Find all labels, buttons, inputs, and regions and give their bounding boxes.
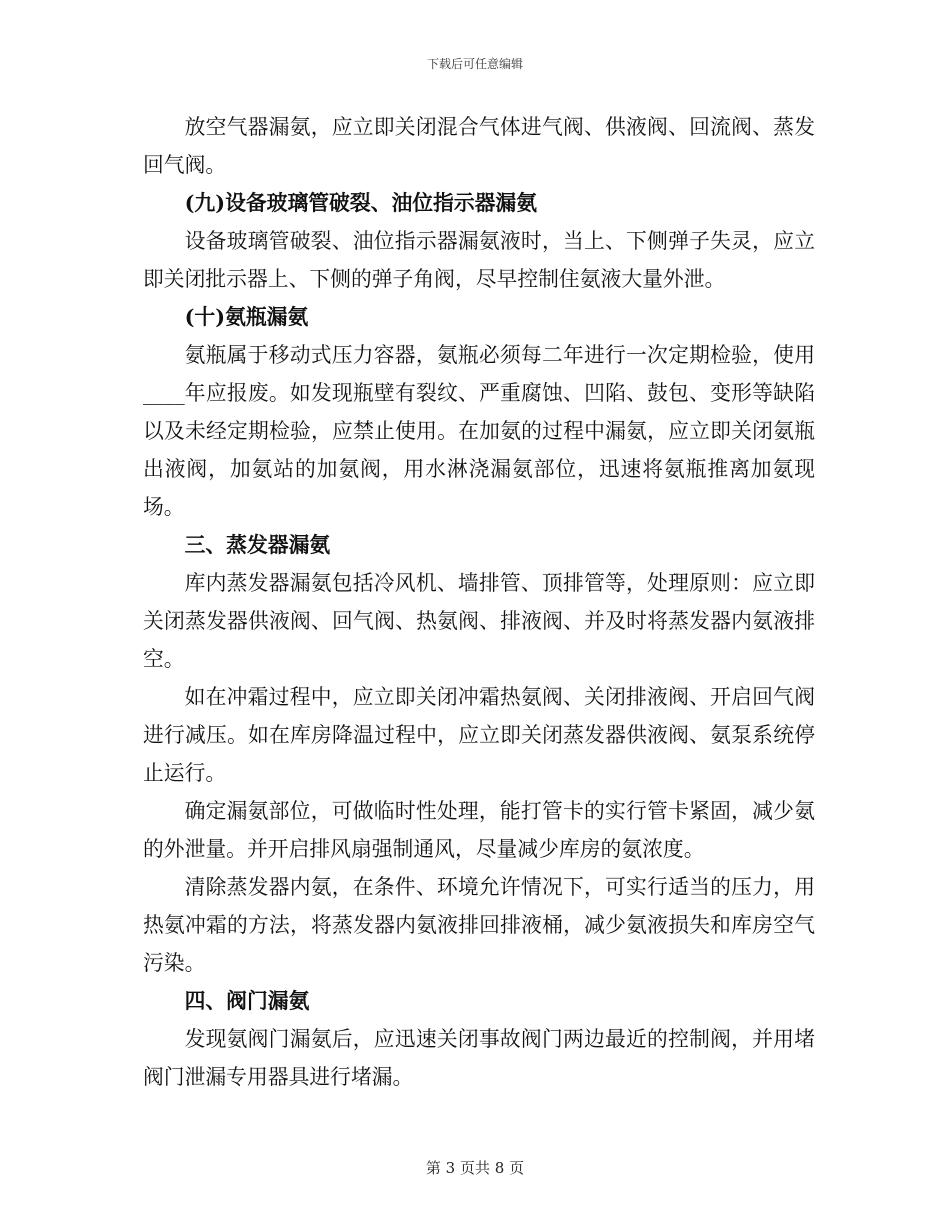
paragraph: 清除蒸发器内氨，在条件、环境允许情况下，可实行适当的压力，用热氨冲霜的方法，将蒸发器内氨液排回排液桶，减少氨液损失和库房空气污染。 (143, 875, 815, 975)
section-heading: 四、阀门漏氨 (184, 988, 310, 1013)
page-header: 下载后可任意编辑 (426, 57, 523, 71)
paragraph: 发现氨阀门漏氨后，应迅速关闭事故阀门两边最近的控制阀，并用堵阀门泄漏专用器具进行堵漏。 (143, 1027, 815, 1089)
paragraph: 库内蒸发器漏氨包括冷风机、墙排管、顶排管等，处理原则：应立即关闭蒸发器供液阀、回气阀、热氨阀、排液阀、并及时将蒸发器内氨液排空。 (143, 571, 815, 671)
section-heading: (十)氨瓶漏氨 (184, 304, 309, 329)
section-heading: (九)设备玻璃管破裂、油位指示器漏氨 (184, 190, 538, 215)
document-body (143, 108, 815, 1096)
paragraph: 设备玻璃管破裂、油位指示器漏氨液时，当上、下侧弹子失灵，应立即关闭批示器上、下侧的弹子角阀，尽早控制住氨液大量外泄。 (143, 229, 815, 291)
paragraph: 氨瓶属于移动式压力容器，氨瓶必须每二年进行一次定期检验，使用____年应报废。如发现瓶壁有裂纹、严重腐蚀、凹陷、鼓包、变形等缺陷以及未经定期检验，应禁止使用。在加氨的过程中漏氨，应立即关闭氨瓶出液阀，加氨站的加氨阀，用水淋浇漏氨部位，迅速将氨瓶推离加氨现场。 (143, 343, 815, 519)
section-heading: 三、蒸发器漏氨 (184, 532, 331, 557)
paragraph: 如在冲霜过程中，应立即关闭冲霜热氨阀、关闭排液阀、开启回气阀进行减压。如在库房降温过程中，应立即关闭蒸发器供液阀、氨泵系统停止运行。 (143, 685, 815, 785)
paragraph: 确定漏氨部位，可做临时性处理，能打管卡的实行管卡紧固，减少氨的外泄量。并开启排风扇强制通风，尽量减少库房的氨浓度。 (143, 799, 815, 861)
paragraph: 放空气器漏氨，应立即关闭混合气体进气阀、供液阀、回流阀、蒸发回气阀。 (143, 115, 815, 177)
page-number: 第 3 页共 8 页 (425, 1159, 525, 1177)
